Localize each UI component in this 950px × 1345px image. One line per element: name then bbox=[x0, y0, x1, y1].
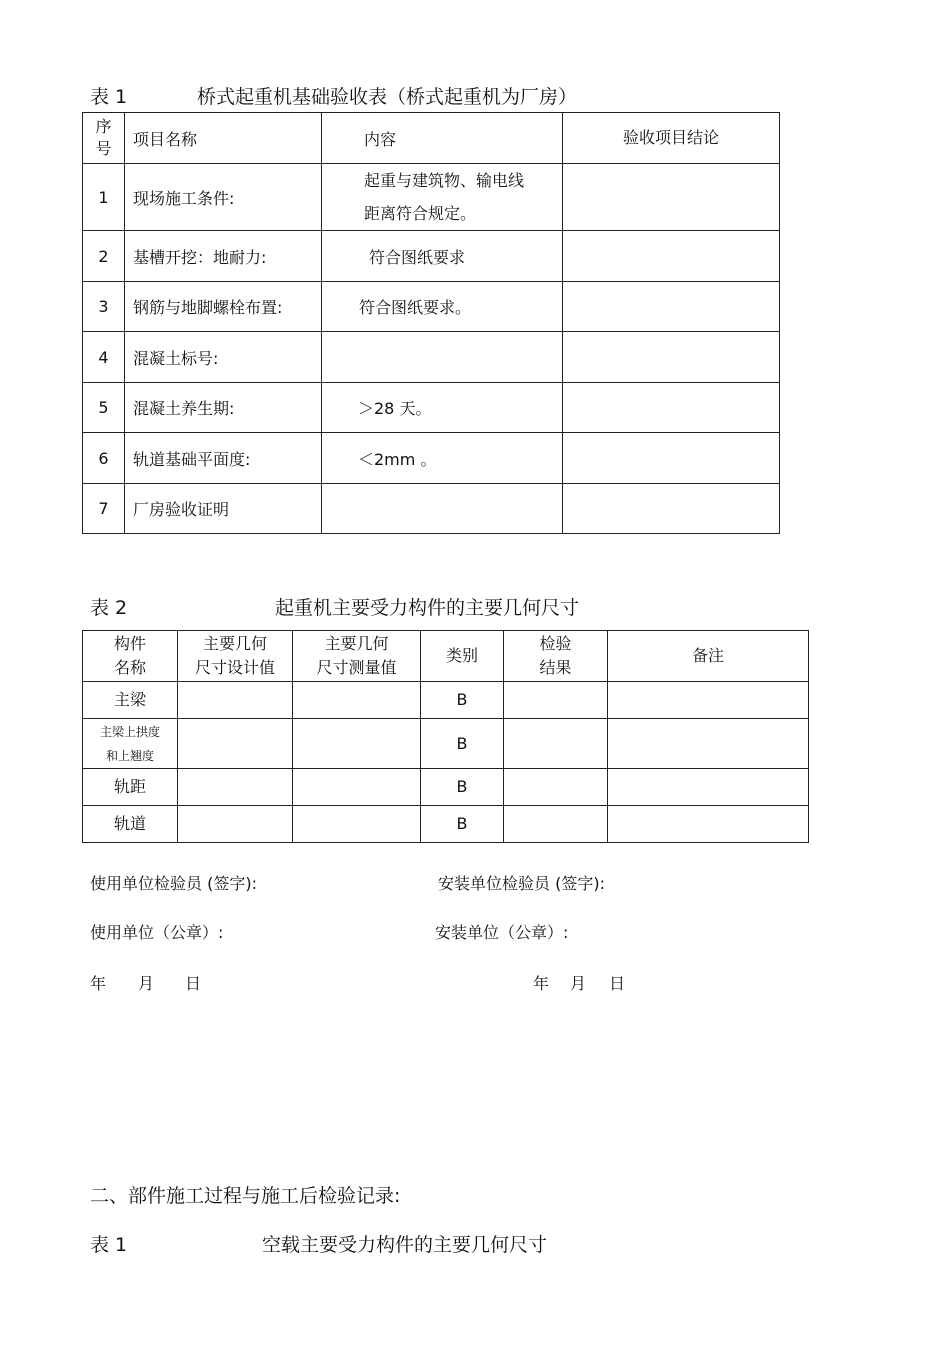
row-content bbox=[322, 332, 563, 383]
installer-date-year: 年 bbox=[533, 974, 550, 993]
header-component bbox=[83, 631, 178, 682]
header-inspection bbox=[504, 631, 608, 682]
row-result bbox=[563, 484, 780, 534]
header-design bbox=[178, 631, 293, 682]
header-no bbox=[83, 113, 125, 164]
table-row bbox=[83, 806, 809, 843]
row-no: 3 bbox=[83, 282, 125, 332]
section2-heading: 二、部件施工过程与施工后检验记录: bbox=[90, 1185, 401, 1207]
row-design bbox=[178, 806, 293, 843]
header-remarks: 备注 bbox=[608, 631, 809, 682]
row-result bbox=[563, 231, 780, 282]
table-row bbox=[83, 682, 809, 719]
section2-table-label: 表 1 bbox=[90, 1234, 128, 1256]
row-remarks bbox=[608, 769, 809, 806]
header-measured-text: 主要几何 尺寸测量值 bbox=[316, 634, 397, 677]
header-category: 类别 bbox=[421, 631, 504, 682]
row-category: B bbox=[421, 719, 504, 769]
row-design bbox=[178, 682, 293, 719]
row-no: 1 bbox=[83, 164, 125, 231]
table-row bbox=[83, 769, 809, 806]
table1-label: 表 1 bbox=[90, 86, 128, 108]
row-name: 混凝土标号: bbox=[125, 332, 322, 383]
installer-inspector-signature: 安装单位检验员 (签字): bbox=[438, 874, 605, 893]
table2-title: 起重机主要受力构件的主要几何尺寸 bbox=[275, 597, 580, 619]
row-no: 2 bbox=[83, 231, 125, 282]
header-measured bbox=[293, 631, 421, 682]
header-design-text: 主要几何 尺寸设计值 bbox=[194, 634, 275, 677]
row-content: ＜2mm 。 bbox=[322, 433, 563, 484]
row-inspection bbox=[504, 769, 608, 806]
row-result bbox=[563, 332, 780, 383]
row-design bbox=[178, 719, 293, 769]
table1 bbox=[82, 112, 780, 534]
header-name: 项目名称 bbox=[125, 113, 322, 164]
user-date-day: 日 bbox=[185, 974, 202, 993]
row-no: 7 bbox=[83, 484, 125, 534]
row-inspection bbox=[504, 806, 608, 843]
user-unit-seal: 使用单位（公章）: bbox=[90, 923, 224, 942]
row-no: 4 bbox=[83, 332, 125, 383]
row-content-text: 起重与建筑物、输电线 距离符合规定。 bbox=[364, 171, 525, 223]
row-measured bbox=[293, 806, 421, 843]
row-category: B bbox=[421, 806, 504, 843]
row-name: 混凝土养生期: bbox=[125, 383, 322, 433]
table-row bbox=[83, 719, 809, 769]
user-date-month: 月 bbox=[138, 974, 155, 993]
row-content: 符合图纸要求。 bbox=[322, 282, 563, 332]
row-name: 厂房验收证明 bbox=[125, 484, 322, 534]
row-measured bbox=[293, 719, 421, 769]
row-component: 轨距 bbox=[83, 769, 178, 806]
section2-table-title: 空载主要受力构件的主要几何尺寸 bbox=[262, 1234, 548, 1256]
row-result bbox=[563, 164, 780, 231]
table2-label: 表 2 bbox=[90, 597, 128, 619]
row-component bbox=[83, 719, 178, 769]
table-row bbox=[83, 164, 780, 231]
row-name: 钢筋与地脚螺栓布置: bbox=[125, 282, 322, 332]
row-content bbox=[322, 484, 563, 534]
table-row bbox=[83, 433, 780, 484]
row-name: 现场施工条件: bbox=[125, 164, 322, 231]
user-inspector-signature: 使用单位检验员 (签字): bbox=[90, 874, 257, 893]
row-content: ＞28 天。 bbox=[322, 383, 563, 433]
row-result bbox=[563, 433, 780, 484]
installer-unit-seal: 安装单位（公章）: bbox=[435, 923, 569, 942]
table2 bbox=[82, 630, 809, 843]
header-content: 内容 bbox=[322, 113, 563, 164]
table-row bbox=[83, 484, 780, 534]
row-remarks bbox=[608, 682, 809, 719]
row-measured bbox=[293, 682, 421, 719]
row-result bbox=[563, 282, 780, 332]
row-component-text: 主梁上拱度 和上翘度 bbox=[99, 724, 160, 763]
row-category: B bbox=[421, 769, 504, 806]
row-inspection bbox=[504, 682, 608, 719]
header-no-text: 序 号 bbox=[95, 117, 112, 158]
user-date-year: 年 bbox=[90, 974, 107, 993]
row-content: 符合图纸要求 bbox=[322, 231, 563, 282]
table1-header-row bbox=[83, 113, 780, 164]
row-name: 基槽开挖：地耐力: bbox=[125, 231, 322, 282]
header-result: 验收项目结论 bbox=[563, 113, 780, 164]
row-name: 轨道基础平面度: bbox=[125, 433, 322, 484]
installer-date-month: 月 bbox=[570, 974, 587, 993]
table2-header-row bbox=[83, 631, 809, 682]
row-no: 6 bbox=[83, 433, 125, 484]
row-remarks bbox=[608, 806, 809, 843]
row-remarks bbox=[608, 719, 809, 769]
row-design bbox=[178, 769, 293, 806]
row-result bbox=[563, 383, 780, 433]
table-row bbox=[83, 383, 780, 433]
row-inspection bbox=[504, 719, 608, 769]
row-category: B bbox=[421, 682, 504, 719]
installer-date-day: 日 bbox=[609, 974, 626, 993]
table-row bbox=[83, 231, 780, 282]
row-content bbox=[322, 164, 563, 231]
row-component: 轨道 bbox=[83, 806, 178, 843]
row-no: 5 bbox=[83, 383, 125, 433]
row-measured bbox=[293, 769, 421, 806]
header-inspection-text: 检验 结果 bbox=[539, 634, 572, 677]
table-row bbox=[83, 282, 780, 332]
table-row bbox=[83, 332, 780, 383]
header-component-text: 构件 名称 bbox=[113, 634, 146, 677]
row-component: 主梁 bbox=[83, 682, 178, 719]
table1-title: 桥式起重机基础验收表（桥式起重机为厂房） bbox=[197, 86, 578, 108]
